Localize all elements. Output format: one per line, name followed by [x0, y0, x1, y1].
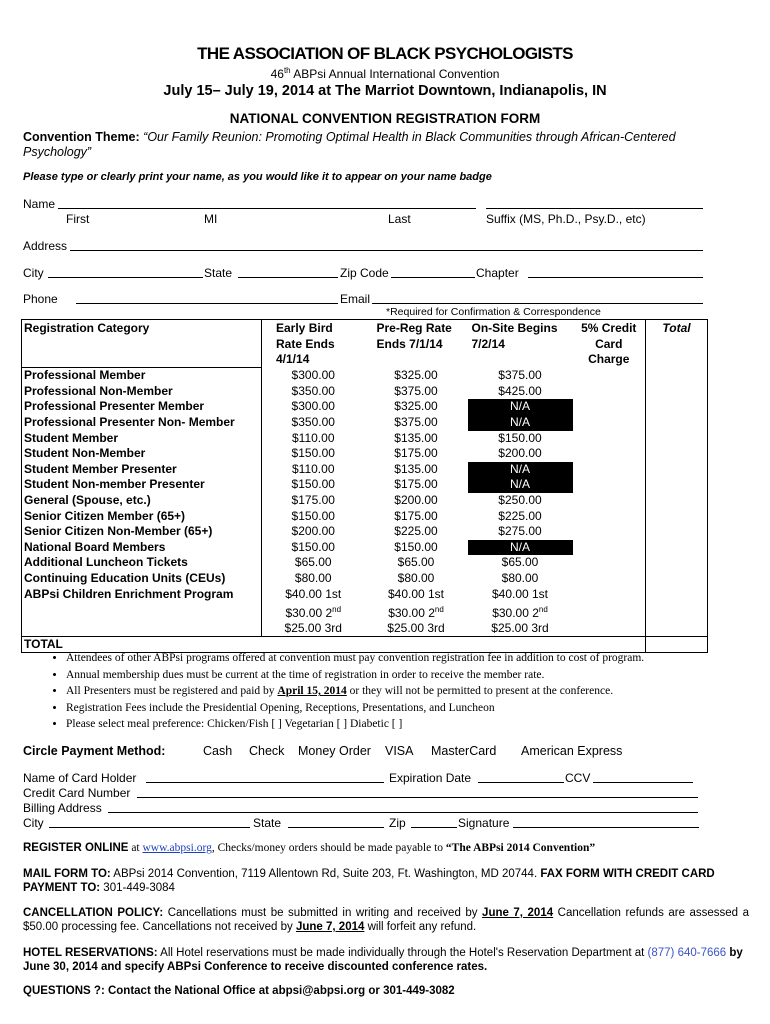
state-label: State: [204, 266, 233, 280]
pay-mastercard[interactable]: MasterCard: [431, 744, 497, 758]
register-online: REGISTER ONLINE at www.abpsi.org, Checks/money orders should be made payable to “The ABPsi 2014 Convention”: [23, 842, 596, 854]
city-label: City: [23, 266, 44, 280]
header-total: Total: [646, 320, 708, 337]
table-row: [22, 415, 708, 431]
row-early-bird-price: $110.00: [292, 461, 335, 476]
row-onsite-price: N/A: [468, 540, 573, 556]
row-category: Professional Presenter Non- Member: [22, 415, 262, 431]
header-early-bird-3: 4/1/14: [276, 352, 310, 367]
notes-list: [48, 650, 644, 733]
row-category: Senior Citizen Member (65+): [22, 509, 262, 525]
table-row: [22, 462, 708, 478]
convention-theme: Convention Theme: “Our Family Reunion: Promoting Optimal Health in Black Communities through African-Centered: [23, 130, 676, 144]
row-early-bird-price: $150.00: [291, 446, 335, 461]
children-category: ABPsi Children Enrichment Program: [22, 587, 262, 637]
mi-label: MI: [204, 212, 218, 226]
first-label: First: [66, 212, 90, 226]
row-credit-charge: [573, 493, 646, 509]
row-total[interactable]: [646, 462, 708, 478]
row-early-bird-price: $200.00: [291, 524, 335, 539]
row-prereg-price: $175.00: [394, 446, 438, 461]
questions-contact: QUESTIONS ?: Contact the National Office at abpsi@abpsi.org or 301-449-3082: [23, 985, 455, 997]
name-badge-instruction: Please type or clearly print your name, as you would like it to appear on your name badge: [23, 171, 492, 183]
signature-label: Signature: [458, 816, 510, 830]
table-row: [22, 368, 708, 384]
row-credit-charge: [573, 524, 646, 540]
row-credit-charge: [573, 446, 646, 462]
row-credit-charge: [573, 462, 646, 478]
row-onsite-price: N/A: [468, 415, 573, 431]
convention-dates: July 15– July 19, 2014 at The Marriot Downtown, Indianapolis, IN: [163, 83, 607, 99]
row-onsite-price: $80.00: [501, 571, 539, 585]
header-early-bird: Early Bird: [262, 320, 365, 337]
row-early-bird-price: $150.00: [291, 508, 335, 523]
row-early-bird-price: $80.00: [294, 571, 332, 585]
registration-table: [21, 319, 708, 653]
row-total[interactable]: [646, 493, 708, 509]
row-early-bird-price: $350.00: [291, 415, 335, 430]
ccv-input[interactable]: [593, 771, 693, 783]
row-total[interactable]: [646, 555, 708, 571]
header-onsite: On-Site Begins: [468, 320, 573, 337]
row-category: Professional Non-Member: [22, 384, 262, 400]
row-prereg-price: $175.00: [394, 477, 438, 492]
email-input[interactable]: [372, 292, 703, 304]
row-early-bird-price: $150.00: [291, 477, 335, 492]
row-early-bird-price: $65.00: [294, 555, 332, 570]
suffix-input[interactable]: [486, 197, 703, 209]
expiration-label: Expiration Date: [389, 771, 472, 785]
row-total[interactable]: [646, 384, 708, 400]
row-category: Professional Presenter Member: [22, 399, 262, 415]
state-input[interactable]: [238, 266, 338, 278]
row-onsite-price: N/A: [468, 399, 573, 415]
row-prereg-price: $375.00: [394, 415, 438, 430]
grand-total-cell[interactable]: [646, 636, 708, 653]
cancellation-policy: CANCELLATION POLICY: Cancellations must be submitted in writing and received by June 7, 2014 Cancellation refunds are assessed a $50.00 processing fee. Cancellations not received by June 7, 2014 will forfeit any refund.: [23, 907, 750, 933]
row-credit-charge: [573, 368, 646, 384]
header-early-bird-2: Rate Ends: [276, 336, 335, 351]
row-credit-charge: [573, 509, 646, 525]
row-prereg-price: $65.00: [397, 555, 435, 570]
row-total[interactable]: [646, 368, 708, 384]
row-early-bird-price: $300.00: [291, 399, 335, 414]
pay-check[interactable]: Check: [249, 744, 285, 758]
row-prereg-price: $325.00: [394, 399, 438, 414]
convention-theme-cont: Psychology”: [23, 145, 92, 159]
billing-zip-label: Zip: [389, 816, 406, 830]
table-row: [22, 384, 708, 400]
last-label: Last: [388, 212, 411, 226]
header-credit-2: Card: [595, 336, 623, 351]
table-row: [22, 540, 708, 556]
address-label: Address: [23, 239, 68, 253]
row-prereg-price: $150.00: [394, 539, 438, 554]
city-input[interactable]: [48, 266, 203, 278]
row-early-bird-price: $150.00: [291, 539, 335, 554]
table-row: [22, 524, 708, 540]
row-prereg-price: $135.00: [394, 461, 438, 476]
row-credit-charge: [573, 384, 646, 400]
note-item: • Please select meal preference: Chicken/Fish [ ] Vegetarian [ ] Diabetic [ ]: [66, 716, 644, 733]
table-row: [22, 399, 708, 415]
name-label: Name: [23, 197, 56, 211]
phone-label: Phone: [23, 292, 58, 306]
table-row: [22, 571, 708, 587]
form-title: NATIONAL CONVENTION REGISTRATION FORM: [229, 111, 541, 126]
billing-city-label: City: [23, 816, 44, 830]
row-credit-charge: [573, 555, 646, 571]
expiration-input[interactable]: [478, 771, 564, 783]
row-credit-charge: [573, 571, 646, 587]
row-prereg-price: $325.00: [394, 367, 438, 382]
ccv-label: CCV: [565, 771, 591, 785]
row-prereg-price: $80.00: [397, 571, 435, 585]
row-onsite-price: $250.00: [498, 493, 542, 508]
row-onsite-price: $200.00: [498, 446, 542, 461]
email-label: Email: [340, 292, 371, 306]
note-item: • Registration Fees include the Presidential Opening, Receptions, Presentations, and Luncheon: [66, 700, 644, 717]
row-prereg-price: $175.00: [394, 508, 438, 523]
row-category: Student Member Presenter: [22, 462, 262, 478]
row-onsite-price: $225.00: [498, 508, 542, 523]
abpsi-website-link[interactable]: www.abpsi.org: [142, 842, 212, 854]
row-total[interactable]: [646, 524, 708, 540]
table-row: [22, 509, 708, 525]
children-onsite: $40.00 1st $30.00 2nd $25.00 3rd: [491, 586, 549, 635]
row-credit-charge: [573, 415, 646, 431]
row-category: Senior Citizen Non-Member (65+): [22, 524, 262, 540]
row-category: Student Non-member Presenter: [22, 477, 262, 493]
billing-address-input[interactable]: [108, 801, 698, 813]
header-prereg-2: Ends 7/1/14: [376, 336, 443, 351]
row-onsite-price: $65.00: [501, 555, 539, 570]
phone-input[interactable]: [76, 292, 338, 304]
address-input[interactable]: [70, 239, 703, 251]
row-credit-charge: [573, 431, 646, 447]
total-cell[interactable]: [646, 337, 708, 353]
row-total[interactable]: [646, 431, 708, 447]
row-prereg-price: $135.00: [394, 430, 438, 445]
zip-input[interactable]: [391, 266, 475, 278]
pay-amex[interactable]: American Express: [521, 744, 623, 758]
card-holder-label: Name of Card Holder: [23, 771, 137, 785]
row-total[interactable]: [646, 399, 708, 415]
hotel-reservations: HOTEL RESERVATIONS: All Hotel reservations must be made individually through the Hotel's Reservation Department at (877) 640-7666 by June 30, 2014 and specify ABPsi Conference to receive discounted conference rates.: [23, 947, 743, 973]
header-prereg: Pre-Reg Rate: [365, 320, 468, 337]
convention-subtitle: 46th ABPsi Annual International Convention: [270, 66, 500, 81]
row-prereg-price: $200.00: [394, 493, 438, 508]
required-note: *Required for Confirmation & Correspondence: [386, 306, 601, 318]
signature-input[interactable]: [513, 816, 699, 828]
total-cell[interactable]: [646, 587, 708, 637]
mail-form: MAIL FORM TO: ABPsi 2014 Convention, 7119 Allentown Rd, Suite 203, Ft. Washington, MD 20744. FAX FORM WITH CREDIT CARD PAYMENT TO: 301-449-3084: [23, 868, 715, 894]
row-total[interactable]: [646, 446, 708, 462]
table-row: [22, 446, 708, 462]
table-row: [22, 555, 708, 571]
row-onsite-price: N/A: [468, 477, 573, 493]
row-credit-charge: [573, 477, 646, 493]
total-label: TOTAL: [22, 636, 262, 653]
row-total[interactable]: [646, 540, 708, 556]
pay-cash[interactable]: Cash: [203, 744, 233, 758]
children-early: $40.00 1st $30.00 2nd $25.00 3rd: [284, 586, 342, 635]
header-credit: 5% Credit: [573, 320, 646, 337]
row-category: Student Non-Member: [22, 446, 262, 462]
row-category: Student Member: [22, 431, 262, 447]
billing-state-input[interactable]: [288, 816, 384, 828]
row-early-bird-price: $350.00: [291, 383, 335, 398]
row-prereg-price: $225.00: [394, 524, 438, 539]
chapter-label: Chapter: [476, 266, 519, 280]
row-credit-charge: [573, 540, 646, 556]
total-cell[interactable]: [646, 352, 708, 368]
row-category: National Board Members: [22, 540, 262, 556]
row-total[interactable]: [646, 415, 708, 431]
row-early-bird-price: $110.00: [292, 430, 335, 445]
row-onsite-price: $275.00: [498, 524, 542, 539]
row-prereg-price: $375.00: [394, 383, 438, 398]
payment-method-label: Circle Payment Method:: [23, 744, 166, 758]
row-early-bird-price: $175.00: [291, 493, 335, 508]
suffix-label: Suffix (MS, Ph.D., Psy.D., etc): [486, 212, 646, 226]
table-row: [22, 431, 708, 447]
card-holder-input[interactable]: [146, 771, 384, 783]
table-row: [22, 477, 708, 493]
billing-city-input[interactable]: [49, 816, 250, 828]
header-credit-3: Charge: [588, 352, 630, 367]
row-category: Continuing Education Units (CEUs): [22, 571, 262, 587]
chapter-input[interactable]: [528, 266, 703, 278]
row-onsite-price: N/A: [468, 462, 573, 478]
row-category: General (Spouse, etc.): [22, 493, 262, 509]
pay-money-order[interactable]: Money Order: [298, 744, 371, 758]
org-title: THE ASSOCIATION OF BLACK PSYCHOLOGISTS: [197, 44, 573, 63]
card-number-label: Credit Card Number: [23, 786, 131, 800]
header-category: Registration Category: [22, 320, 262, 368]
zip-label: Zip Code: [340, 266, 389, 280]
billing-zip-input[interactable]: [411, 816, 457, 828]
row-category: Professional Member: [22, 368, 262, 384]
note-item: • All Presenters must be registered and paid by April 15, 2014 or they will not be permitted to present at the conference.: [66, 683, 644, 700]
row-onsite-price: $375.00: [498, 367, 542, 382]
pay-visa[interactable]: VISA: [385, 744, 414, 758]
row-total[interactable]: [646, 509, 708, 525]
children-prereg: $40.00 1st $30.00 2nd $25.00 3rd: [387, 586, 445, 635]
table-row: [22, 493, 708, 509]
row-total[interactable]: [646, 477, 708, 493]
row-credit-charge: [573, 399, 646, 415]
note-item: • Annual membership dues must be current at the time of registration in order to receive the member rate.: [66, 667, 644, 684]
row-early-bird-price: $300.00: [291, 367, 335, 382]
name-input[interactable]: [58, 197, 476, 209]
row-category: Additional Luncheon Tickets: [22, 555, 262, 571]
card-number-input[interactable]: [137, 786, 698, 798]
header-onsite-2: 7/2/14: [471, 336, 505, 351]
billing-address-label: Billing Address: [23, 801, 102, 815]
row-onsite-price: $150.00: [498, 430, 542, 445]
row-total[interactable]: [646, 571, 708, 587]
note-item: • Attendees of other ABPsi programs offered at convention must pay convention registration fee in addition to cost of program.: [66, 650, 644, 667]
row-onsite-price: $425.00: [498, 383, 542, 398]
billing-state-label: State: [253, 816, 282, 830]
